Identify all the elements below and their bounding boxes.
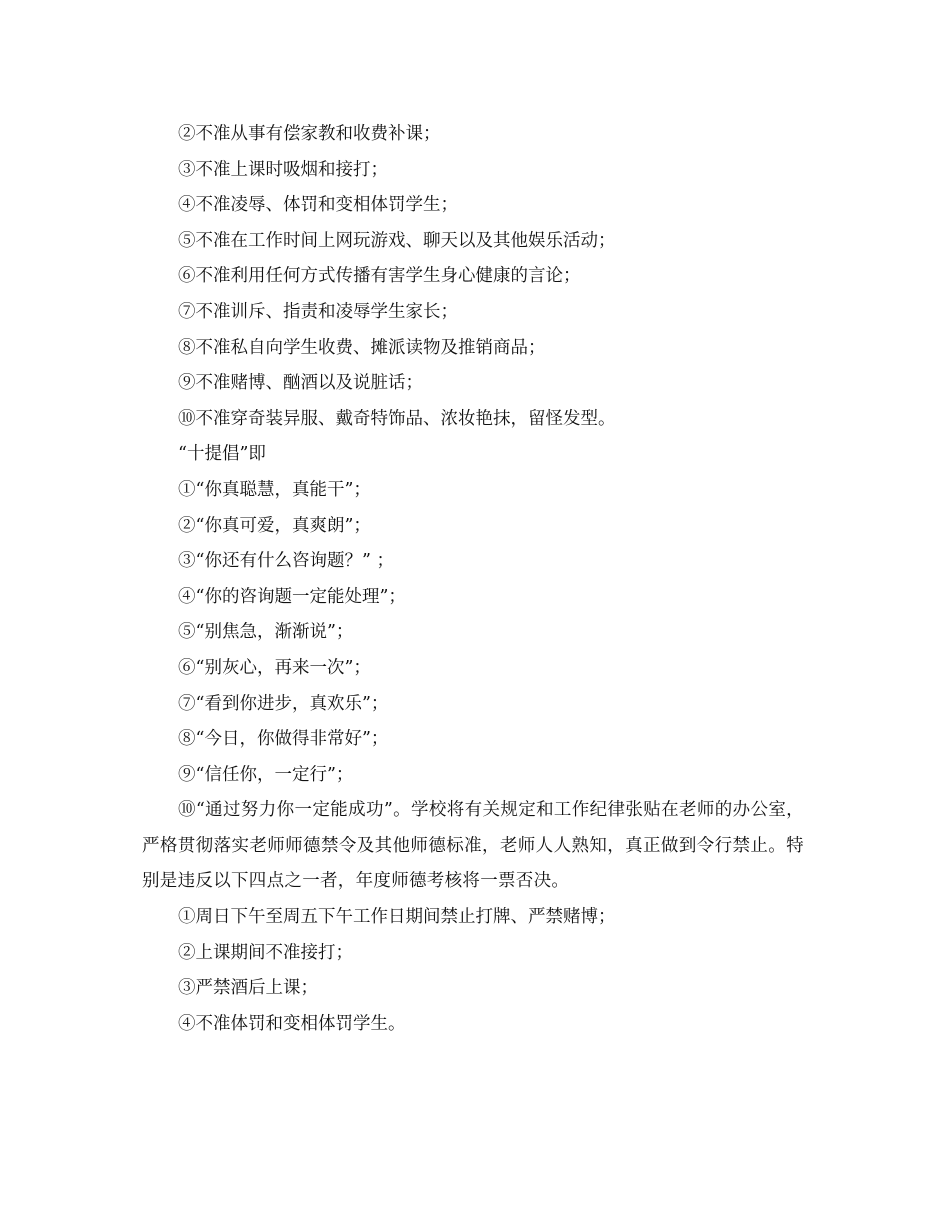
rule-line-10: ⑩不准穿奇装异服、戴奇特饰品、浓妆艳抹，留怪发型。 bbox=[178, 408, 616, 429]
veto-item-2: ②上课期间不准接打； bbox=[178, 942, 353, 963]
advocacy-line-7: ⑦“看到你进步，真欢乐”； bbox=[178, 693, 389, 714]
advocacy-line-9: ⑨“信任你，一定行”； bbox=[178, 764, 354, 785]
advocacy-line-8: ⑧“今日，你做得非常好”； bbox=[178, 729, 389, 750]
advocacy-line-4: ④“你的咨询题一定能处理”； bbox=[178, 586, 406, 607]
advocacy-heading: “十提倡”即 bbox=[178, 444, 266, 465]
rule-line-4: ④不准凌辱、体罚和变相体罚学生； bbox=[178, 195, 458, 216]
advocacy-line-2: ②“你真可爱，真爽朗”； bbox=[178, 515, 371, 536]
veto-item-4: ④不准体罚和变相体罚学生。 bbox=[178, 1013, 406, 1034]
rule-line-3: ③不准上课时吸烟和接打； bbox=[178, 159, 388, 180]
rule-line-7: ⑦不准训斥、指责和凌辱学生家长； bbox=[178, 301, 458, 322]
rule-line-5: ⑤不准在工作时间上网玩游戏、聊天以及其他娱乐活动； bbox=[178, 230, 616, 251]
advocacy-line-5: ⑤“别焦急，渐渐说”； bbox=[178, 622, 354, 643]
veto-item-1: ①周日下午至周五下午工作日期间禁止打牌、严禁赌博； bbox=[178, 907, 616, 928]
advocacy-line-3: ③“你还有什么咨询题？” ； bbox=[178, 551, 394, 572]
document-body bbox=[142, 117, 804, 1042]
veto-item-3: ③严禁酒后上课； bbox=[178, 978, 318, 999]
rule-line-6: ⑥不准利用任何方式传播有害学生身心健康的言论； bbox=[178, 266, 581, 287]
rule-line-8: ⑧不准私自向学生收费、摊派读物及推销商品； bbox=[178, 337, 546, 358]
advocacy-line-1: ①“你真聪慧，真能干”； bbox=[178, 479, 371, 500]
advocacy-line-10-paragraph: ⑩“通过努力你一定能成功”。学校将有关规定和工作纪律张贴在老师的办公室，严格贯彻落实老师师德禁令及其他师德标准，老师人人熟知，真正做到令行禁止。特别是违反以下四点之一者，年度师德考核将一票否决。 bbox=[142, 800, 804, 892]
rule-line-9: ⑨不准赌博、酗酒以及说脏话； bbox=[178, 373, 423, 394]
advocacy-line-6: ⑥“别灰心，再来一次”； bbox=[178, 657, 371, 678]
rule-line-2: ②不准从事有偿家教和收费补课； bbox=[178, 124, 441, 144]
